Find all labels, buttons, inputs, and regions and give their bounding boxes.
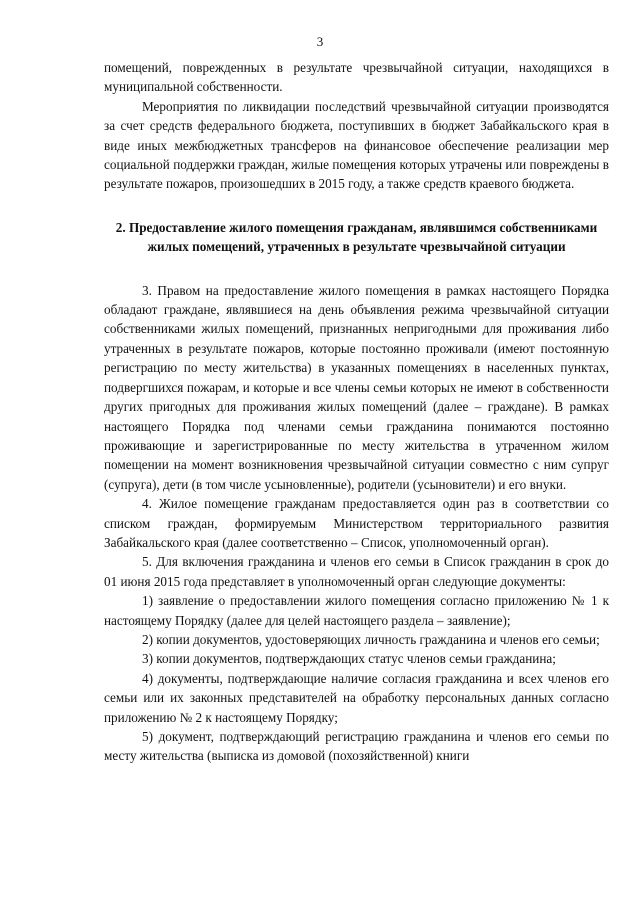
paragraph-item-5: 5. Для включения гражданина и членов его семьи в Список гражданин в срок до 01 июня 2015 года представляет в уполномоченный орган следующие документы: xyxy=(104,554,609,589)
document-body xyxy=(104,58,609,766)
paragraph-item-3: 3. Правом на предоставление жилого помещения в рамках настоящего Порядка обладают граждане, являвшиеся на день объявления режима чрезвычайной ситуации собственниками жилых помещений, признанных непригодными для проживания либо утраченных в результате пожаров, которые постоянно проживали (имеют постоянную регистрацию по месту жительства) в указанных помещениях в населенных пунктах, подвергшихся пожарам, и которые и все члены семьи которых не имеют в собственности других пригодных для проживания жилых помещений (далее – граждане). В рамках настоящего Порядка под членами семьи гражданина понимаются постоянно проживающие и зарегистрированные по месту жительства в утраченном жилом помещении на момент возникновения чрезвычайной ситуации совместно с ним супруг (супруга), дети (в том числе усыновленные), родители (усыновители) и его внуки. xyxy=(104,282,609,492)
page-number: 3 xyxy=(316,34,324,49)
list-item-2: 2) копии документов, удостоверяющих личность гражданина и членов его семьи; xyxy=(142,631,600,647)
list-item-1: 1) заявление о предоставлении жилого помещения согласно приложению № 1 к настоящему Порядку (далее для целей настоящего раздела – заявление); xyxy=(104,593,609,628)
list-item-3: 3) копии документов, подтверждающих статус членов семьи гражданина; xyxy=(142,651,556,667)
paragraph-funding: Мероприятия по ликвидации последствий чрезвычайной ситуации производятся за счет средств федерального бюджета, поступивших в бюджет Забайкальского края в виде иных межбюджетных трансферов на финансовое обеспечение реализации мер социальной поддержки граждан, жилые помещения которых утрачены или повреждены в результате пожаров, произошедших в 2015 году, а также средств краевого бюджета. xyxy=(104,98,609,192)
list-item-4: 4) документы, подтверждающие наличие согласия гражданина и всех членов его семьи или их законных представителей на обработку персональных данных согласно приложению № 2 к настоящему Порядку; xyxy=(104,670,609,725)
paragraph-item-4: 4. Жилое помещение гражданам предоставляется один раз в соответствии со списком граждан, формируемым Министерством территориального развития Забайкальского края (далее соответственно – Список, уполномоченный орган). xyxy=(104,496,609,550)
section-heading: 2. Предоставление жилого помещения гражданам, являвшимся собственниками жилых помещений, утраченных в результате чрезвычайной ситуации xyxy=(115,219,598,255)
list-item-5: 5) документ, подтверждающий регистрацию гражданина и членов его семьи по месту жительства (выписка из домовой (похозяйственной) книги xyxy=(104,729,609,764)
paragraph-continuation: помещений, поврежденных в результате чрезвычайной ситуации, находящихся в муниципальной собственности. xyxy=(104,60,609,95)
